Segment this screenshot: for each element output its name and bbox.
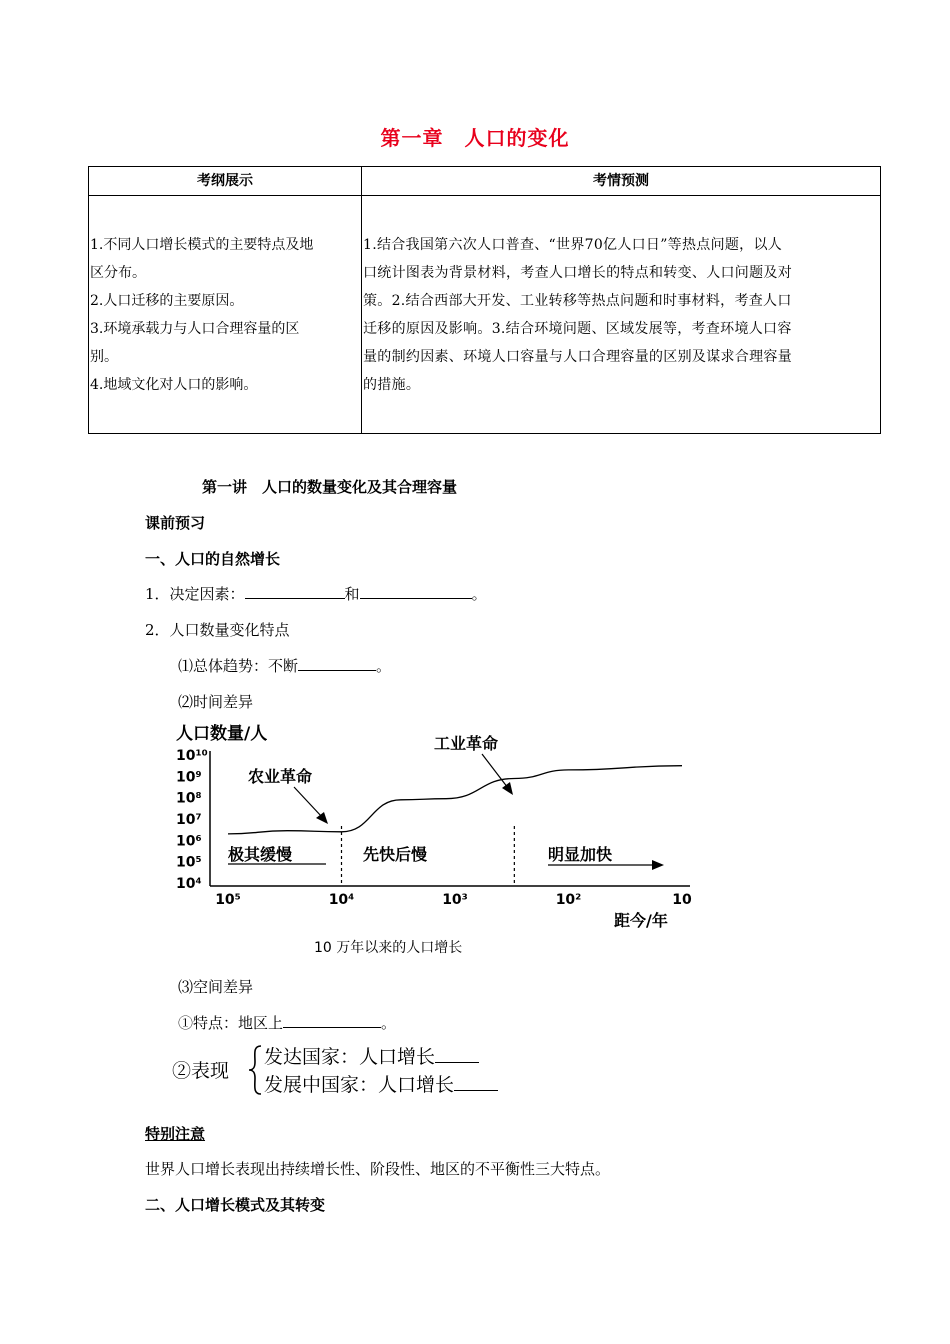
forecast-line: 量的制约因素、环境人口容量与人口合理容量的区别及谋求合理容量: [363, 348, 792, 365]
chart-ylabel: 人口数量/人: [176, 724, 268, 744]
fill-blank[interactable]: [454, 1072, 498, 1091]
lecture-title: 第一讲 人口的数量变化及其合理容量: [202, 478, 458, 496]
chart-title: 10 万年以来的人口增长: [314, 940, 463, 956]
outline-line: 2.人口迁移的主要原因。: [90, 292, 244, 309]
circle2-label: ②表现: [172, 1060, 230, 1082]
y-tick-label: 10⁹: [176, 769, 202, 786]
circle1-prefix: ①特点：地区上: [178, 1014, 284, 1032]
item1-prefix: 1．决定因素：: [145, 585, 245, 603]
fill-blank[interactable]: [298, 655, 376, 671]
x-tick-label: 10: [672, 892, 692, 908]
x-tick-label: 10²: [555, 892, 582, 908]
table-header-outline: 考纲展示: [89, 167, 362, 196]
outline-line: 别。: [90, 348, 118, 365]
chapter-title: 第一章 人口的变化: [380, 126, 570, 150]
circle1-feature: [178, 1012, 396, 1033]
y-tick-labels: [176, 748, 208, 892]
table-header-forecast: 考情预测: [362, 167, 881, 196]
y-tick-label: 10⁵: [176, 854, 202, 871]
sub2-time-difference: ⑵时间差异: [178, 693, 254, 711]
forecast-line: 策。2.结合西部大开发、工业转移等热点问题和时事材料，考查人口: [363, 292, 792, 309]
fill-blank[interactable]: [283, 1012, 381, 1028]
population-growth-chart: [168, 718, 708, 964]
stage-label-fast-then-slow: 先快后慢: [363, 845, 428, 864]
special-note-heading: 特别注意: [145, 1125, 206, 1143]
stage-label-very-slow: 极其缓慢: [228, 845, 293, 864]
fill-blank[interactable]: [435, 1044, 479, 1063]
outline-line: 1.不同人口增长模式的主要特点及地: [90, 236, 314, 253]
annotation-industrial-revolution: 工业革命: [434, 734, 499, 753]
forecast-line: 1.结合我国第六次人口普查、“世界70亿人口日”等热点问题，以人: [363, 236, 783, 253]
y-tick-label: 10⁸: [176, 790, 202, 807]
sub1-overall-trend: [178, 655, 391, 676]
special-note-text: 世界人口增长表现出持续增长性、阶段性、地区的不平衡性三大特点。: [145, 1160, 611, 1178]
x-tick-label: 10⁴: [328, 892, 355, 908]
y-tick-label: 10¹⁰: [176, 748, 208, 764]
fill-blank[interactable]: [245, 583, 345, 599]
x-tick-label: 10³: [442, 892, 468, 908]
y-tick-label: 10⁴: [176, 876, 202, 892]
forecast-line: 的措施。: [363, 376, 421, 393]
annotation-arrow: [482, 754, 508, 788]
x-tick-labels: [215, 892, 692, 908]
developed-text: 发达国家：人口增长: [264, 1046, 436, 1068]
section1-heading: 一、人口的自然增长: [145, 550, 281, 568]
outline-line: 3.环境承载力与人口合理容量的区: [90, 320, 300, 337]
item1-suffix: 。: [471, 585, 487, 603]
item1-decisive-factors: [145, 583, 487, 604]
developed-countries-line: [264, 1042, 479, 1069]
circle1-suffix: 。: [381, 1014, 397, 1032]
outline-line: 4.地域文化对人口的影响。: [90, 376, 258, 393]
circle2-manifestation: [172, 1042, 572, 1098]
outline-line: 区分布。: [90, 264, 146, 281]
item1-middle: 和: [344, 585, 360, 603]
developing-countries-line: [264, 1070, 498, 1097]
sub1-suffix: 。: [376, 657, 392, 675]
annotation-agricultural-revolution: 农业革命: [248, 767, 313, 786]
left-brace-icon: [247, 1044, 263, 1096]
y-tick-label: 10⁶: [176, 833, 202, 850]
exam-outline-table: [88, 166, 881, 434]
forecast-cell: [362, 196, 881, 434]
chart-xlabel: 距今/年: [614, 911, 668, 930]
stage-label-accelerating: 明显加快: [548, 845, 613, 864]
arrow-head-icon: [652, 860, 664, 870]
section2-heading: 二、人口增长模式及其转变: [145, 1196, 326, 1214]
annotation-arrow: [294, 787, 322, 817]
forecast-line: 口统计图表为背景材料，考查人口增长的特点和转变、人口问题及对: [363, 264, 792, 281]
sub3-spatial-difference: ⑶空间差异: [178, 978, 254, 996]
developing-text: 发展中国家：人口增长: [264, 1074, 455, 1096]
fill-blank[interactable]: [360, 583, 472, 599]
arrow-head-icon: [502, 782, 513, 795]
item2-heading: 2．人口数量变化特点: [145, 621, 290, 639]
y-tick-label: 10⁷: [176, 812, 202, 828]
x-tick-label: 10⁵: [215, 892, 241, 908]
arrow-head-icon: [316, 812, 328, 824]
preview-heading: 课前预习: [145, 514, 206, 532]
forecast-line: 迁移的原因及影响。3.结合环境问题、区域发展等，考查环境人口容: [363, 320, 792, 337]
outline-cell: [89, 196, 362, 434]
sub1-prefix: ⑴总体趋势：不断: [178, 657, 299, 675]
